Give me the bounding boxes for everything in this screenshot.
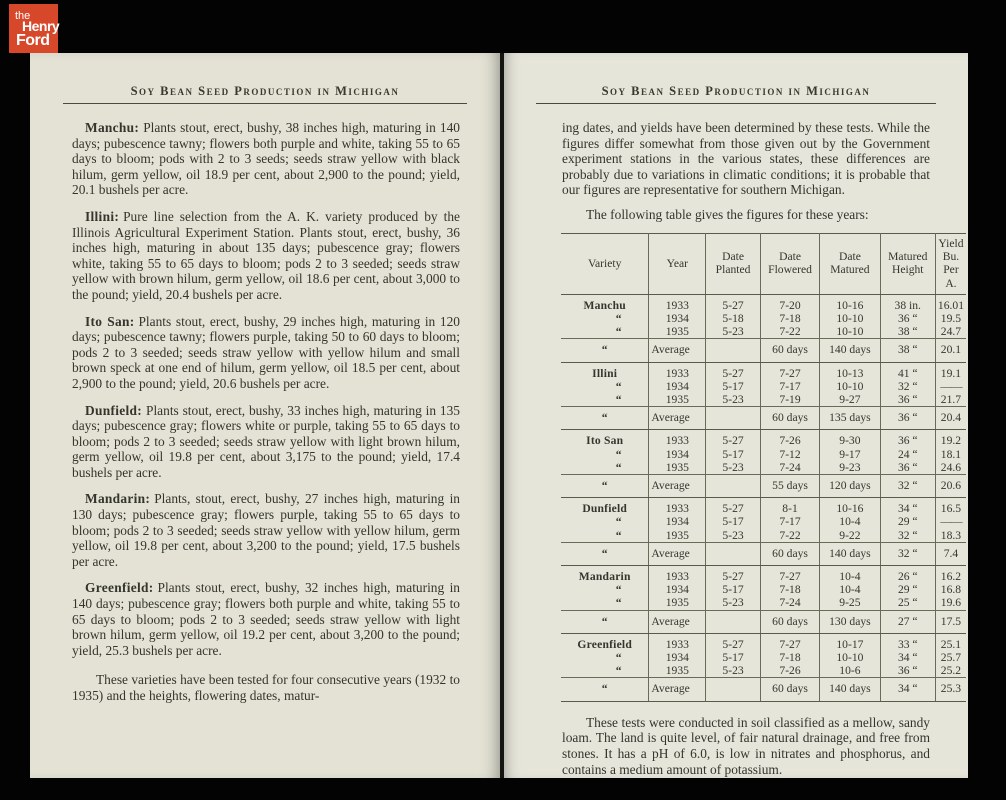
table-cell: Average <box>649 407 706 430</box>
table-cell: 25 “ <box>880 596 935 610</box>
table-cell: 5-27 <box>706 498 761 516</box>
table-cell: 7-24 <box>760 461 819 475</box>
table-cell: 7-26 <box>760 664 819 678</box>
table-cell: 5-17 <box>706 448 761 461</box>
table-cell: 1933 <box>649 633 706 651</box>
table-cell: 5-27 <box>706 294 761 312</box>
table-cell: “ <box>615 460 622 474</box>
table-cell: 5-27 <box>706 633 761 651</box>
table-cell: 20.4 <box>935 407 966 430</box>
table-cell: Average <box>649 678 706 701</box>
paragraph-text: Plants stout, erect, bushy, 32 inches high, maturing in 140 days; pubescence gray; flowers both purple and white, taking 55 to 65 days to bloom; pods 2 to 3 seeded; seeds straw yellow with light brown hilum, germ yellow, oil 19.2 per cent, about 3,200 to the pound; yield, 25.3 bushels per acre. <box>72 580 460 658</box>
table-cell: 38 “ <box>880 339 935 362</box>
book-spread <box>30 53 968 778</box>
table-row <box>561 380 966 393</box>
table-cell <box>706 475 761 498</box>
column-header: Date Matured <box>820 233 880 294</box>
table-cell: Average <box>649 610 706 633</box>
paragraph-mandarin <box>72 491 460 569</box>
table-row <box>561 294 966 312</box>
table-cell: 16.8 <box>935 583 966 596</box>
table-cell: 7.4 <box>935 542 966 565</box>
table-cell: “ <box>615 393 622 406</box>
paragraph-greenfield <box>72 580 460 658</box>
table-cell: 10-16 <box>820 294 880 312</box>
average-row <box>561 475 966 498</box>
table-cell: 24 “ <box>880 448 935 461</box>
table-cell: 60 days <box>760 339 819 362</box>
average-row <box>561 339 966 362</box>
table-cell: 1933 <box>649 362 706 380</box>
table-cell: 1934 <box>649 515 706 528</box>
table-cell: 1935 <box>649 461 706 475</box>
table-cell: 17.5 <box>935 610 966 633</box>
table-cell: 60 days <box>760 407 819 430</box>
table-cell: 7-20 <box>760 294 819 312</box>
table-cell: 25.7 <box>935 651 966 664</box>
table-cell: 1935 <box>649 529 706 543</box>
table-cell: 10-4 <box>820 515 880 528</box>
table-cell: 5-23 <box>706 529 761 543</box>
average-row <box>561 407 966 430</box>
table-cell: 5-27 <box>706 566 761 584</box>
page-right <box>504 53 968 778</box>
table-cell: 1934 <box>649 312 706 325</box>
table-cell: 1935 <box>649 596 706 610</box>
average-row <box>561 542 966 565</box>
table-cell: 29 “ <box>880 583 935 596</box>
table-row <box>561 651 966 664</box>
variety-group <box>561 430 966 498</box>
table-cell: 5-23 <box>706 461 761 475</box>
variety-group <box>561 498 966 566</box>
table-cell: “ <box>561 475 649 498</box>
table-intro-line: The following table gives the figures for these years: <box>586 206 869 222</box>
table-cell: 1933 <box>649 294 706 312</box>
variety-group <box>561 633 966 701</box>
table-row <box>561 515 966 528</box>
table-cell: 7-26 <box>760 430 819 448</box>
table-cell: 60 days <box>760 542 819 565</box>
table-cell: 20.1 <box>935 339 966 362</box>
table-cell: 140 days <box>820 339 880 362</box>
table-cell: 7-22 <box>760 529 819 543</box>
table-cell <box>706 678 761 701</box>
table-cell: 140 days <box>820 542 880 565</box>
table-cell: “ <box>561 610 649 633</box>
table-cell: 36 “ <box>880 461 935 475</box>
soybean-figures-table <box>561 233 966 702</box>
variety-lead-ito-san: Ito San: <box>85 313 135 329</box>
table-cell: 27 “ <box>880 610 935 633</box>
table-cell: “ <box>615 596 622 610</box>
paragraph-closing-left: These varieties have been tested for four consecutive years (1932 to 1935) and the heights, flowering dates, matur- <box>72 672 460 703</box>
table-cell: Greenfield <box>577 637 632 651</box>
table-cell: 34 “ <box>880 651 935 664</box>
table-cell: 19.1 <box>935 362 966 380</box>
average-row <box>561 610 966 633</box>
table-row <box>561 393 966 407</box>
table-cell: 41 “ <box>880 362 935 380</box>
table-row <box>561 448 966 461</box>
running-head-right: Soy Bean Seed Production in Michigan <box>536 84 935 104</box>
table-cell: 38 “ <box>880 325 935 339</box>
paragraph-dunfield <box>72 403 460 481</box>
page-left <box>30 53 500 778</box>
paragraph-text: Plants stout, erect, bushy, 38 inches high, maturing in 140 days; pubescence tawny; flowers both purple and white, taking 55 to 65 days to bloom; pods with 2 to 3 seeds; seeds straw yellow with black hilum, germ yellow, oil 18.9 per cent, about 2,900 to the pound; yield, 20.1 bushels per acre. <box>72 120 460 198</box>
table-cell: 7-22 <box>760 325 819 339</box>
table-cell: 1933 <box>649 566 706 584</box>
table-cell: 5-23 <box>706 596 761 610</box>
table-cell: 10-16 <box>820 498 880 516</box>
table-cell: Average <box>649 542 706 565</box>
table-cell: 10-10 <box>820 380 880 393</box>
table-cell: 5-23 <box>706 393 761 407</box>
table-cell: 10-10 <box>820 651 880 664</box>
table-cell: 19.2 <box>935 430 966 448</box>
table-cell: 36 “ <box>880 407 935 430</box>
average-row <box>561 678 966 701</box>
variety-group <box>561 566 966 634</box>
running-head-left: Soy Bean Seed Production in Michigan <box>63 84 467 104</box>
table-cell: 9-17 <box>820 448 880 461</box>
table-cell: 7-12 <box>760 448 819 461</box>
variety-lead-manchu: Manchu: <box>85 120 140 135</box>
table-cell: 10-4 <box>820 566 880 584</box>
table-cell: “ <box>615 528 622 542</box>
table-cell: 7-24 <box>760 596 819 610</box>
table-cell: 1934 <box>649 651 706 664</box>
table-header-row <box>561 233 966 294</box>
table-cell: 1933 <box>649 498 706 516</box>
table-cell: 1934 <box>649 448 706 461</box>
table-cell: 34 “ <box>880 678 935 701</box>
table-row <box>561 529 966 543</box>
column-header: Variety <box>561 233 649 294</box>
variety-lead-greenfield: Greenfield: <box>85 580 154 596</box>
table-cell: 5-23 <box>706 664 761 678</box>
paragraph-soil: These tests were conducted in soil classified as a mellow, sandy loam. The land is quite level, of fair natural drainage, and free from stones. It has a pH of 6.0, is low in nitrates and phosphorus, and contains a medium amount of potassium. <box>562 714 930 778</box>
table-cell <box>706 407 761 430</box>
logo-text-henry: Henry <box>22 18 60 34</box>
table-cell: 60 days <box>760 678 819 701</box>
column-header: Yield Bu. Per A. <box>935 233 966 294</box>
table-cell: 36 “ <box>880 430 935 448</box>
table-cell: 24.6 <box>935 461 966 475</box>
table-cell: —— <box>935 515 966 528</box>
table-cell: 36 “ <box>880 312 935 325</box>
table-cell: Dunfield <box>582 502 628 516</box>
table-cell: 5-27 <box>706 362 761 380</box>
paragraph-continuation: ing dates, and yields have been determined by these tests. While the figures differ somewhat from those given out by the Government experiment stations in the various states, these differences are probably due to variations in climatic conditions; it is probable that our figures are representative for southern Michigan. <box>562 120 930 198</box>
table-row <box>561 362 966 380</box>
table-cell: 7-27 <box>760 566 819 584</box>
table-cell: 32 “ <box>880 380 935 393</box>
table-cell: Illini <box>592 366 618 380</box>
table-cell: 19.6 <box>935 596 966 610</box>
table-cell: 32 “ <box>880 529 935 543</box>
column-header: Matured Height <box>880 233 935 294</box>
table-cell: 1935 <box>649 393 706 407</box>
table-row <box>561 633 966 651</box>
table-cell: 16.01 <box>935 294 966 312</box>
table-cell: 10-17 <box>820 633 880 651</box>
table-cell: 36 “ <box>880 393 935 407</box>
table-cell: 33 “ <box>880 633 935 651</box>
paragraph-text: Plants stout, erect, bushy, 33 inches high, maturing in 135 days; pubescence gray; flowers white or purple, taking 55 to 65 days to bloom; pods 2 to 3 seeded; seeds straw yellow with light brown hilum, germ yellow, oil 19.8 per cent, about 3,175 to the pound; yield, 17.4 bushels per acre. <box>72 402 460 480</box>
table-cell: 1935 <box>649 325 706 339</box>
table-cell: “ <box>615 379 622 393</box>
paragraph-illini <box>72 209 460 303</box>
table-cell <box>706 610 761 633</box>
table-cell: “ <box>615 664 622 678</box>
table-cell: 10-6 <box>820 664 880 678</box>
table-cell: 29 “ <box>880 515 935 528</box>
table-cell: 7-27 <box>760 362 819 380</box>
table-cell: 7-27 <box>760 633 819 651</box>
table-cell: “ <box>615 651 622 665</box>
table-cell: Average <box>649 339 706 362</box>
table-cell: “ <box>561 542 649 565</box>
table-cell: 19.5 <box>935 312 966 325</box>
paragraph-text: Pure line selection from the A. K. variety produced by the Illinois Agricultural Experiment Station. Plants stout, erect, bushy, 36 inches high, maturing in about 135 days; pubescence gray; flowers white, taking 55 to 65 days to bloom; pods 2 to 3 seeded; seeds straw yellow with brown hilum, germ yellow, oil 18.6 per cent, about 3,000 to the pound; yield, 20.4 bushels per acre. <box>72 208 460 302</box>
table-cell: 18.3 <box>935 529 966 543</box>
table-cell: 60 days <box>760 610 819 633</box>
table-cell: —— <box>935 380 966 393</box>
table-cell: 7-18 <box>760 583 819 596</box>
table-cell: 25.3 <box>935 678 966 701</box>
table-row <box>561 325 966 339</box>
variety-lead-illini: Illini: <box>85 208 120 224</box>
table-cell: 20.6 <box>935 475 966 498</box>
table-cell: 1935 <box>649 664 706 678</box>
table-cell: 10-13 <box>820 362 880 380</box>
table-cell: 1934 <box>649 380 706 393</box>
table-cell: 120 days <box>820 475 880 498</box>
table-cell: 5-27 <box>706 430 761 448</box>
table-cell: 1934 <box>649 583 706 596</box>
table-cell: 1933 <box>649 430 706 448</box>
table-cell: 16.2 <box>935 566 966 584</box>
table-row <box>561 583 966 596</box>
table-cell: 7-18 <box>760 312 819 325</box>
table-cell: 9-30 <box>820 430 880 448</box>
variety-lead-mandarin: Mandarin: <box>85 491 151 507</box>
table-cell: “ <box>615 583 622 597</box>
table-cell <box>706 339 761 362</box>
table-cell: “ <box>615 325 622 339</box>
column-header: Year <box>649 233 706 294</box>
table-cell: 5-17 <box>706 380 761 393</box>
table-row <box>561 312 966 325</box>
logo-text-the: the <box>15 10 31 22</box>
table-cell: “ <box>561 407 649 430</box>
table-cell: 8-1 <box>760 498 819 516</box>
table-row <box>561 566 966 584</box>
table-cell: Manchu <box>583 298 626 312</box>
table-cell: 5-17 <box>706 515 761 528</box>
table-cell: “ <box>561 339 649 362</box>
table-cell: 130 days <box>820 610 880 633</box>
table-cell: 5-17 <box>706 651 761 664</box>
table-cell: 25.1 <box>935 633 966 651</box>
table-cell: Mandarin <box>578 570 631 584</box>
table-row <box>561 498 966 516</box>
table-cell: 5-23 <box>706 325 761 339</box>
table-cell <box>706 542 761 565</box>
right-text-bottom <box>504 702 968 778</box>
paragraph-ito-san <box>72 314 460 392</box>
table-cell: 21.7 <box>935 393 966 407</box>
table-cell: 32 “ <box>880 475 935 498</box>
variety-lead-dunfield: Dunfield: <box>85 402 143 418</box>
table-cell: 18.1 <box>935 448 966 461</box>
table-cell: 26 “ <box>880 566 935 584</box>
variety-group <box>561 362 966 430</box>
paragraph-text: Plants, stout, erect, bushy, 27 inches high, maturing in 130 days; pubescence gray; flowers purple, taking 55 to 65 days to bloom; pods 2 to 3 seeded; seeds straw yellow with yellow hilum, germ yellow, oil 19.8 per cent, about 3,200 to the pound; yield, 17.5 bushels per acre. <box>72 491 460 569</box>
table-cell: 10-4 <box>820 583 880 596</box>
table-cell: 36 “ <box>880 664 935 678</box>
table-cell: 10-10 <box>820 325 880 339</box>
table-cell: Average <box>649 475 706 498</box>
table-cell: 24.7 <box>935 325 966 339</box>
column-header: Date Flowered <box>760 233 819 294</box>
table-cell: 7-18 <box>760 651 819 664</box>
paragraph-text: Plants stout, erect, bushy, 29 inches high, maturing in 120 days; pubescence tawny; flowers purple, taking 50 to 60 days to bloom; pods 2 to 3 seeded; seeds straw yellow with yellow hilum and small brown speck at one end of hilum, germ yellow, oil 18.5 per cent, about 2,900 to the pound; yield, 20.6 bushels per acre. <box>72 313 460 391</box>
table-cell: “ <box>615 311 622 325</box>
table-cell: 55 days <box>760 475 819 498</box>
table-row <box>561 430 966 448</box>
table-cell: 7-17 <box>760 380 819 393</box>
right-text-top <box>504 104 968 198</box>
table-row <box>561 596 966 610</box>
table-cell: 32 “ <box>880 542 935 565</box>
table-cell: 38 in. <box>880 294 935 312</box>
table-cell: 7-17 <box>760 515 819 528</box>
column-header: Date Planted <box>706 233 761 294</box>
table-cell: 9-22 <box>820 529 880 543</box>
logo-text-ford: Ford <box>16 32 50 49</box>
table-cell: 7-19 <box>760 393 819 407</box>
table-cell: 10-10 <box>820 312 880 325</box>
table-cell: 34 “ <box>880 498 935 516</box>
henry-ford-logo <box>9 4 58 53</box>
table-cell: 5-18 <box>706 312 761 325</box>
table-cell: “ <box>615 447 622 461</box>
table-cell: 135 days <box>820 407 880 430</box>
table-row <box>561 664 966 678</box>
table-cell: “ <box>615 515 622 529</box>
table-row <box>561 461 966 475</box>
table-cell: 140 days <box>820 678 880 701</box>
table-cell: 25.2 <box>935 664 966 678</box>
table-cell: 9-23 <box>820 461 880 475</box>
table-cell: 9-25 <box>820 596 880 610</box>
table-cell: Ito San <box>586 434 624 448</box>
table-cell: 9-27 <box>820 393 880 407</box>
table-cell: 16.5 <box>935 498 966 516</box>
left-text-block <box>30 104 480 704</box>
variety-group <box>561 294 966 362</box>
table-cell: “ <box>561 678 649 701</box>
paragraph-manchu <box>72 120 460 198</box>
table-cell: 5-17 <box>706 583 761 596</box>
